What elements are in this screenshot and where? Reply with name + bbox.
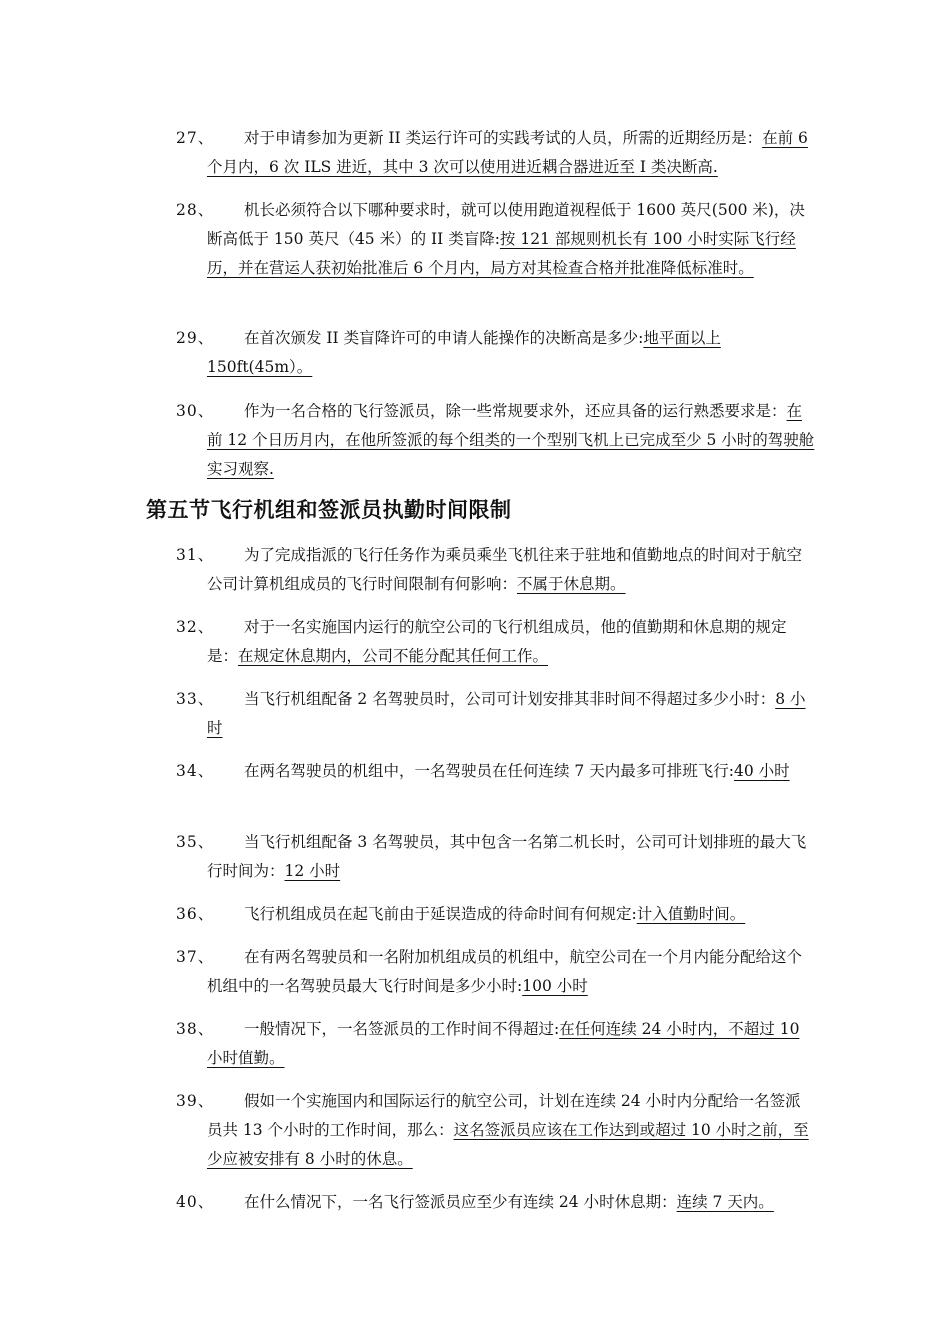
question-text: 对于一名实施国内运行的航空公司的飞行机组成员，他的值勤期和休息期的规定是： (207, 618, 787, 665)
question-text: 在两名驾驶员的机组中，一名驾驶员在任何连续 7 天内最多可排班飞行: (244, 762, 734, 780)
question-answer: 地平面以上 150ft(45m）。 (207, 329, 721, 376)
question-text: 假如一个实施国内和国际运行的航空公司，计划在连续 24 小时内分配给一名签派员共 13 个小时的工作时间，那么： (207, 1092, 801, 1139)
question-40 (176, 1188, 816, 1217)
question-number: 34、 (176, 762, 215, 780)
question-number: 32、 (176, 618, 215, 636)
question-answer: 计入值勤时间。 (636, 905, 746, 923)
question-text: 在首次颁发 II 类盲降许可的申请人能操作的决断高是多少: (244, 329, 644, 347)
question-answer: 连续 7 天内。 (676, 1193, 774, 1211)
question-28 (176, 196, 816, 283)
question-number: 36、 (176, 905, 215, 923)
question-29 (176, 324, 816, 382)
question-30 (176, 397, 816, 484)
question-number: 35、 (176, 833, 215, 851)
question-text: 当飞行机组配备 2 名驾驶员时，公司可计划安排其非时间不得超过多少小时： (244, 690, 776, 708)
section-title: 第五节飞行机组和签派员执勤时间限制 (146, 498, 512, 522)
question-answer: 按 121 部规则机长有 100 小时实际飞行经历，并在营运人获初始批准后 6 个月内，局方对其检查合格并批准降低标准时。 (207, 230, 796, 277)
question-text: 为了完成指派的飞行任务作为乘员乘坐飞机往来于驻地和值勤地点的时间对于航空公司计算机组成员的飞行时间限制有何影响： (207, 546, 803, 593)
question-number: 30、 (176, 402, 215, 420)
question-32 (176, 613, 816, 671)
question-38 (176, 1015, 816, 1073)
question-answer: 这名签派员应该在工作达到或超过 10 小时之前，至少应被安排有 8 小时的休息。 (207, 1121, 809, 1168)
question-text: 在有两名驾驶员和一名附加机组成员的机组中，航空公司在一个月内能分配给这个机组中的一名驾驶员最大飞行时间是多少小时: (207, 948, 803, 995)
question-text: 对于申请参加为更新 II 类运行许可的实践考试的人员，所需的近期经历是： (244, 129, 763, 147)
question-text: 一般情况下，一名签派员的工作时间不得超过: (244, 1020, 560, 1038)
question-number: 31、 (176, 546, 215, 564)
question-31 (176, 541, 816, 599)
question-number: 28、 (176, 201, 215, 219)
question-answer: 不属于休息期。 (517, 575, 626, 593)
question-number: 33、 (176, 690, 215, 708)
question-answer: 40 小时 (733, 762, 790, 780)
question-number: 38、 (176, 1020, 215, 1038)
question-answer: 在任何连续 24 小时内，不超过 10 小时值勤。 (207, 1020, 800, 1067)
question-number: 39、 (176, 1092, 215, 1110)
question-answer: 8 小时 (207, 690, 806, 737)
question-number: 37、 (176, 948, 215, 966)
question-text: 飞行机组成员在起飞前由于延误造成的待命时间有何规定: (244, 905, 637, 923)
question-number: 27、 (176, 129, 215, 147)
question-answer: 在前 12 个日历月内，在他所签派的每个组类的一个型别飞机上已完成至少 5 小时的驾驶舱实习观察. (207, 402, 815, 478)
question-text: 在什么情况下，一名飞行签派员应至少有连续 24 小时休息期： (244, 1193, 677, 1211)
question-27 (176, 124, 816, 182)
question-34 (176, 757, 816, 786)
question-answer: 在前 6 个月内，6 次 ILS 进近，其中 3 次可以使用进近耦合器进近至 I 类决断高. (207, 129, 808, 176)
question-number: 29、 (176, 329, 215, 347)
question-answer: 12 小时 (284, 862, 341, 880)
question-37 (176, 943, 816, 1001)
question-text: 机长必须符合以下哪种要求时，就可以使用跑道视程低于 1600 英尺(500 米)，决断高低于 150 英尺（45 米）的 II 类盲降: (207, 201, 805, 248)
question-text: 作为一名合格的飞行签派员，除一些常规要求外，还应具备的运行熟悉要求是： (244, 402, 787, 420)
question-text: 当飞行机组配备 3 名驾驶员，其中包含一名第二机长时，公司可计划排班的最大飞行时间为： (207, 833, 807, 880)
question-33 (176, 685, 816, 743)
question-39 (176, 1087, 816, 1174)
question-36 (176, 900, 816, 929)
question-number: 40、 (176, 1193, 215, 1211)
question-answer: 100 小时 (522, 977, 588, 995)
question-35 (176, 828, 816, 886)
question-answer: 在规定休息期内，公司不能分配其任何工作。 (238, 647, 549, 665)
